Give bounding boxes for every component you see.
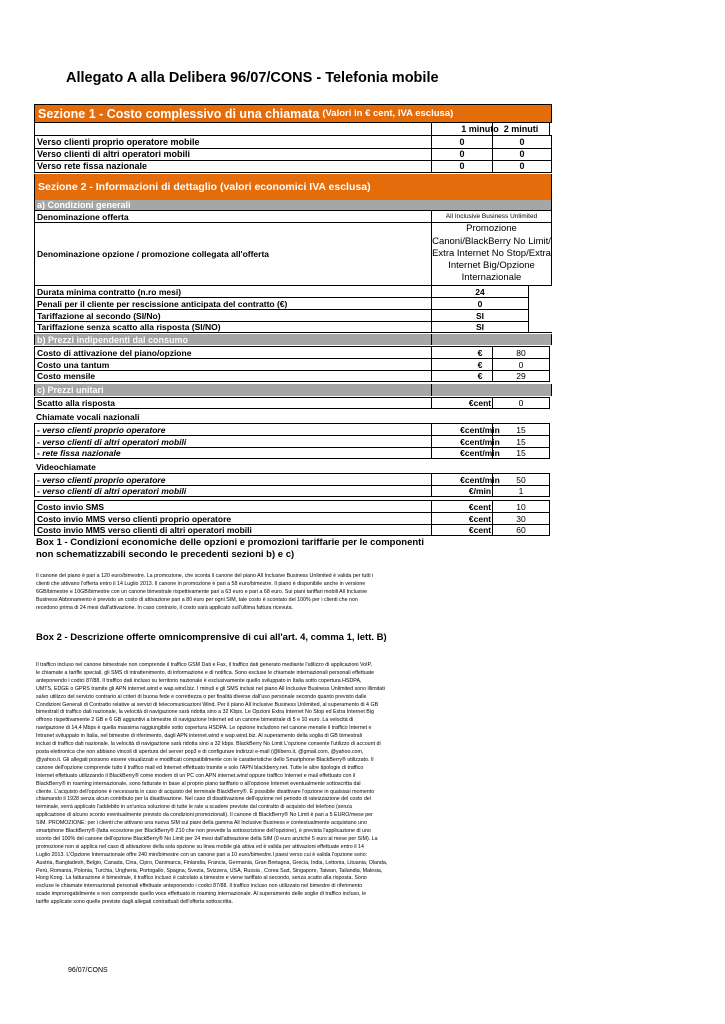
call-destination-label: Verso clienti proprio operatore mobile bbox=[34, 135, 431, 148]
section1-title: Sezione 1 - Costo complessivo di una chiamata bbox=[38, 106, 320, 121]
box2-text-line: inclusi di traffico dati nazionale, la velocità di navigazione sarà ridotta sino a 32 kbps. BlackBerry No Limit L'opzione consente l'utilizzo di account di bbox=[36, 741, 381, 748]
message-price-row-unit: €cent bbox=[431, 524, 528, 536]
box2-text-line: posta elettronica che non abbiano vincoli di apertura del server pop3 e di configurare indirizzi e-mail (@libero.it, @gmail.com, @yahoo.com, bbox=[36, 748, 364, 755]
box1-title-line: Box 1 - Condizioni economiche delle opzioni e promozioni tariffarie per le componenti bbox=[36, 537, 424, 548]
cost-2-minutes: 0 bbox=[492, 148, 552, 161]
fixed-price-value: 80 bbox=[492, 346, 550, 358]
cost-1-minute: 0 bbox=[431, 160, 492, 173]
box1-text-line: Il canone del piano è pari a 120 euro/bimestre. La promozione, che sconta il canone del piano All Inclusive Business Unlimited è valida per tutti i bbox=[36, 573, 374, 579]
offer-name-label: Denominazione offerta bbox=[34, 210, 431, 222]
fixed-price-unit: € bbox=[431, 358, 528, 370]
general-condition-row bbox=[34, 297, 552, 309]
video-price-row-label: - verso clienti proprio operatore bbox=[34, 473, 431, 485]
scatto-row-label: Scatto alla risposta bbox=[34, 397, 431, 409]
box2-text-line: @yahoo.it. Gli allegati possono essere visualizzati e modificati compatibilmente con le caratteristiche dello Smartphone BlackBerry® utilizzato. Il bbox=[36, 756, 374, 763]
voice-price-row-unit: €cent/min bbox=[431, 447, 528, 459]
box2-title: Box 2 - Descrizione offerte omnicomprensive di cui all'art. 4, comma 1, lett. B) bbox=[36, 632, 387, 643]
offer-name-value: All Inclusive Business Unlimited bbox=[431, 210, 552, 222]
box2-text-line: Austria, Bangladesh, Belgio, Canada, Cina, Cipro, Danimarca, Finlandia, Francia, Germania, Gran Bretagna, Grecia, India, Lettonia, Lituania, Olanda, bbox=[36, 859, 388, 866]
video-price-row bbox=[34, 485, 552, 497]
message-price-row bbox=[34, 512, 552, 524]
voice-price-row-unit: €cent/min bbox=[431, 423, 528, 435]
message-price-row-value: 30 bbox=[492, 512, 550, 524]
general-condition-value: 0 bbox=[431, 297, 528, 309]
voice-price-row-label: - rete fissa nazionale bbox=[34, 447, 431, 459]
option-name-line: Canoni/BlackBerry No Limit/ bbox=[432, 235, 551, 247]
general-condition-label: Durata minima contratto (n.ro mesi) bbox=[34, 285, 431, 297]
box1-text-line: 6GB/bimestre e 10GB/bimestre con un canone bimestrale rispettivamente pari a 63 euro e pari a 68 euro. Sui piani tariffari mobili All Inclusive bbox=[36, 588, 368, 595]
box1-text-line: recedono prima di 24 mesi dall'attivazione. In caso contrario, il costo sarà applicato sull'ultima fattura ricevuta. bbox=[36, 604, 293, 611]
message-price-row-unit: €cent bbox=[431, 500, 528, 512]
video-title: Videochiamate bbox=[36, 461, 96, 472]
box2-text-line: tariffe applicate sono quelle previste dagli allegati contrattuali dell'offerta sottoscritta. bbox=[36, 899, 233, 906]
voice-price-row bbox=[34, 447, 552, 459]
box1-title-line: non schematizzabili secondo le precedenti sezioni b) e c) bbox=[36, 549, 295, 560]
section-a-title: a) Condizioni generali bbox=[34, 200, 431, 210]
video-price-row bbox=[34, 473, 552, 485]
video-price-row-unit: €/min bbox=[431, 485, 528, 497]
blank-cell bbox=[528, 285, 552, 297]
box1-title bbox=[36, 537, 424, 561]
section-a-header bbox=[34, 200, 552, 210]
section-b-title: b) Prezzi indipendenti dal consumo bbox=[34, 334, 431, 345]
box2-text-line: scade improrogabilmente e non comprende quello voce effettuato in roaming internazionale. Al superamento delle soglie di traffico incluso, le bbox=[36, 891, 367, 898]
fixed-price-label: Costo una tantum bbox=[34, 358, 431, 370]
general-condition-label: Tariffazione senza scatto alla risposta (SI/NO) bbox=[34, 321, 431, 333]
section1-header bbox=[34, 104, 552, 123]
video-price-row-label: - verso clienti di altri operatori mobili bbox=[34, 485, 431, 497]
box2-text-line: terminale, verrà applicato l'addebito in un'unica soluzione di tutte le rate a scadere previste dal contratto di acquisto del telefono (senza bbox=[36, 804, 352, 811]
blank-cell bbox=[431, 334, 528, 345]
section-b-header bbox=[34, 334, 552, 345]
scatto-row-unit: €cent bbox=[431, 397, 528, 409]
call-destination-label: Verso rete fissa nazionale bbox=[34, 160, 431, 173]
general-condition-row bbox=[34, 309, 552, 321]
option-name-label: Denominazione opzione / promozione collegata all'offerta bbox=[34, 222, 431, 285]
message-price-row-label: Costo invio MMS verso clienti proprio operatore bbox=[34, 512, 431, 524]
box2-text-line: le chiamate a tariffe speciali, gli SMS di intrattenimento, di informazione e di notifica. Sono escluse le chiamate internazionali personali effettuate bbox=[36, 669, 375, 676]
option-name-row bbox=[34, 222, 552, 285]
voice-price-row-value: 15 bbox=[492, 423, 550, 435]
section2-header bbox=[34, 174, 552, 200]
call-destination-label: Verso clienti di altri operatori mobili bbox=[34, 148, 431, 161]
box2-text-line: anteponendo i codici 87/88. Il traffico dati incluso su territorio nazionale è esclusivamente quello sviluppato in Italia sotto copertura HSDPA, bbox=[36, 677, 362, 684]
video-price-row-value: 50 bbox=[492, 473, 550, 485]
fixed-price-unit: € bbox=[431, 346, 528, 358]
blank-cell bbox=[34, 122, 431, 135]
section1-row bbox=[34, 135, 552, 148]
voice-price-row-label: - verso clienti di altri operatori mobili bbox=[34, 435, 431, 447]
message-price-row-value: 60 bbox=[492, 524, 550, 536]
fixed-price-value: 0 bbox=[492, 358, 550, 370]
box2-text-line: Il traffico incluso nel canone bimestrale non comprende il traffico GSM Dati e Fax, il traffico dati generato mediante l'utilizzo di applicazioni VoIP, bbox=[36, 662, 372, 668]
fixed-price-row bbox=[34, 346, 552, 358]
voice-price-row-label: - verso clienti proprio operatore bbox=[34, 423, 431, 435]
column-2-minutes: 2 minuti bbox=[492, 122, 550, 135]
option-name-line: Internazionale bbox=[461, 272, 522, 284]
box2-text-line: promozione non si applica nel caso di attivazione della sola opzione su linea mobile già attiva ed è valida per attivazioni effettuate entro il 14 bbox=[36, 843, 364, 850]
fixed-price-label: Costo mensile bbox=[34, 370, 431, 382]
fixed-price-row bbox=[34, 370, 552, 382]
general-condition-value: 24 bbox=[431, 285, 528, 297]
box2-text-line: Condizioni Generali di Contratto relative ai servizi di telecomunicazioni Wind. Per il piano All Inclusive Business Unlimited, al superamento di 4 GB bbox=[36, 701, 379, 708]
video-price-row-unit: €cent/min bbox=[431, 473, 528, 485]
document-title: Allegato A alla Delibera 96/07/CONS - Telefonia mobile bbox=[66, 70, 439, 86]
scatto-row bbox=[34, 397, 552, 409]
option-name-value bbox=[431, 222, 552, 285]
message-price-row bbox=[34, 524, 552, 536]
box1-text-line: Business Abbonamento è previsto un costo di attivazione pari a 80 euro per ogni SIM, tale costo è scontato del 100% per i clienti che non bbox=[36, 596, 358, 603]
footer-reference: 96/07/CONS bbox=[68, 967, 108, 974]
box2-text-line: bimestrali di traffico dati nazionale, la velocità di navigazione sarà ridotta sino a 32 Kbps. Le Opzioni Extra Internet No Stop ed Extra Internet Big bbox=[36, 709, 374, 716]
cost-1-minute: 0 bbox=[431, 148, 492, 161]
blank-cell bbox=[431, 200, 552, 210]
box2-text-line: smartphone BlackBerry® (fatta eccezione per BlackBerry® Z10 che non prevede la sottoscrizione dell'opzione), è prevista l'applicazione di uno bbox=[36, 828, 371, 835]
video-price-row-value: 1 bbox=[492, 485, 550, 497]
cost-1-minute: 0 bbox=[431, 135, 492, 148]
box2-text-line: escluse le chiamate internazionali personali effettuate anteponendo i codici 87/88. Il traffico incluso non utilizzato nel bimestre di riferimento bbox=[36, 883, 363, 890]
box2-text-line: Perù, Romania, Polonia, Turchia, Ungheria, Portogallo, Spagna, Svezia, Svizzera, USA, Russia , Corea Sud, Singapore, Taiwan, Tailandia, Malesia, bbox=[36, 867, 383, 874]
box2-text-line: Hong Kong. La fatturazione è bimestrale, il traffico incluso è calcolato a bimestre e viene tariffato al secondo, senza scatto alla risposta. Sono bbox=[36, 875, 367, 882]
blank-cell bbox=[528, 321, 552, 333]
fixed-price-unit: € bbox=[431, 370, 528, 382]
box2-text-line: Internet effettuato utilizzando il BlackBerry® come modem di un PC con APN internet.wind oppure traffico Internet e mail effettuato con il bbox=[36, 772, 356, 779]
blank-cell bbox=[528, 309, 552, 321]
general-condition-label: Tariffazione al secondo (SI/No) bbox=[34, 309, 431, 321]
voice-price-row-value: 15 bbox=[492, 435, 550, 447]
box2-text-line: sconto del 100% del canone dell'opzione BlackBerry® No Limit per 24 mesi dall'attivazione della SIM (0 euro anziché 5 euro al mese per SIM). La bbox=[36, 835, 378, 842]
box2-text-line: offrono rispettivamente 2 GB e 6 GB aggiuntivi a bimestre di navigazione Internet ed un canone bimestrale di 5 e 10 euro. La velocità di bbox=[36, 717, 354, 724]
box1-text-line: clienti che attivano l'offerta entro il 14 Luglio 2013. Il canone in promozione è pari a 58 euro/bimestre. Il piano è disponibile anche in versione bbox=[36, 580, 366, 587]
voice-price-row bbox=[34, 423, 552, 435]
box2-text-line: cliente. L'acquisto dell'opzione è necessaria in caso di acquisto del terminale BlackBerry®. È possibile disattivare l'opzione in qualsiasi momento bbox=[36, 788, 375, 795]
box2-text bbox=[36, 662, 387, 907]
message-price-row-label: Costo invio SMS bbox=[34, 500, 431, 512]
section1-row bbox=[34, 148, 552, 161]
section1-subtitle: (Valori in € cent, IVA esclusa) bbox=[322, 108, 454, 119]
general-condition-label: Penali per il cliente per rescissione anticipata del contratto (€) bbox=[34, 297, 431, 309]
message-price-row bbox=[34, 500, 552, 512]
section-c-title: c) Prezzi unitari bbox=[34, 384, 431, 396]
box2-text-line: UMTS, EDGE o GPRS tramite gli APN internet.wind e wap.wind.biz. I minuti e gli SMS inclusi nel piano All Inclusive Business Unlimited sono illimitati bbox=[36, 685, 385, 692]
blank-cell bbox=[528, 297, 552, 309]
option-name-line: Promozione bbox=[466, 223, 517, 235]
cost-2-minutes: 0 bbox=[492, 160, 552, 173]
fixed-price-value: 29 bbox=[492, 370, 550, 382]
section2-title: Sezione 2 - Informazioni di dettaglio (valori economici IVA esclusa) bbox=[38, 181, 371, 193]
message-price-row-unit: €cent bbox=[431, 512, 528, 524]
general-condition-value: SI bbox=[431, 321, 528, 333]
voice-price-row bbox=[34, 435, 552, 447]
box1-text bbox=[36, 573, 373, 613]
voice-title: Chiamate vocali nazionali bbox=[36, 411, 140, 422]
box2-text-line: applicazione di alcuno sconto eventualmente previsto da condizioni promozionali). Il canone di BlackBerry® No Limit è pari a 5 EURO/mese per bbox=[36, 812, 373, 819]
blank-cell bbox=[528, 384, 552, 396]
voice-price-row-unit: €cent/min bbox=[431, 435, 528, 447]
general-condition-row bbox=[34, 321, 552, 333]
blank-cell bbox=[528, 334, 552, 345]
message-price-row-label: Costo invio MMS verso clienti di altri operatori mobili bbox=[34, 524, 431, 536]
box2-text-line: Luglio 2013. L'Opzione Internazionale offre 240 min/bimestre con un canone pari a 10 euro/bimestre.I paesi verso cui è valida l'opzione sono: bbox=[36, 851, 368, 858]
option-name-line: Internet Big/Opzione bbox=[448, 260, 535, 272]
box2-text-line: salvo utilizzo del servizio contrario ai criteri di buona fede e correttezza o per finalità diverse dall'uso personale secondo quanto previsto dalle bbox=[36, 693, 367, 700]
voice-price-row-value: 15 bbox=[492, 447, 550, 459]
section-c-header bbox=[34, 384, 552, 396]
box2-text-line: BlackBerry® in roaming internazionale, sono fatturate in base al proprio piano tariffario o all'opzione Internet eventualmente sottoscritta dal bbox=[36, 780, 361, 787]
option-name-line: Extra Internet No Stop/Extra bbox=[432, 247, 551, 259]
voice-title-row bbox=[34, 411, 552, 422]
column-1-minute: 1 minuto bbox=[431, 122, 528, 135]
box2-text-line: canone dell'opzione comprende tutto il traffico mail ed Internet effettuato tramite e solo l'APN blackberry.net. Tutte le altre tipologie di traffico bbox=[36, 764, 364, 771]
box2-text-line: chiamando il 1928 senza alcun contributo per la disattivazione. Nel caso di disattivazione dell'opzione nel periodo di rateizzazione del costo del bbox=[36, 796, 371, 803]
blank-cell bbox=[431, 384, 528, 396]
box2-text-line: navigazione di 14,4 Mbps è quella massima raggiungibile sotto copertura HSDPA. Le opzione includono nel canone mensile il traffico Internet e bbox=[36, 725, 372, 732]
scatto-row-value: 0 bbox=[492, 397, 550, 409]
fixed-price-row bbox=[34, 358, 552, 370]
cost-2-minutes: 0 bbox=[492, 135, 552, 148]
general-condition-value: SI bbox=[431, 309, 528, 321]
fixed-price-label: Costo di attivazione del piano/opzione bbox=[34, 346, 431, 358]
general-condition-row bbox=[34, 285, 552, 297]
offer-name-row bbox=[34, 210, 552, 222]
box2-text-line: SIM. PROMOZIONE: per i clienti che attivano una nuova SIM sui piani della gamma All Inclusive Business e contestualmente acquistano uno bbox=[36, 820, 367, 827]
section1-column-header bbox=[34, 122, 552, 135]
video-title-row bbox=[34, 461, 552, 472]
message-price-row-value: 10 bbox=[492, 500, 550, 512]
box2-text-line: Intranet sviluppato in Italia, nel bimestre di riferimento, dagli APN internet.wind e wap.wind.biz. Al superamento della soglia di GB bimestrali bbox=[36, 733, 362, 740]
section1-row bbox=[34, 160, 552, 173]
